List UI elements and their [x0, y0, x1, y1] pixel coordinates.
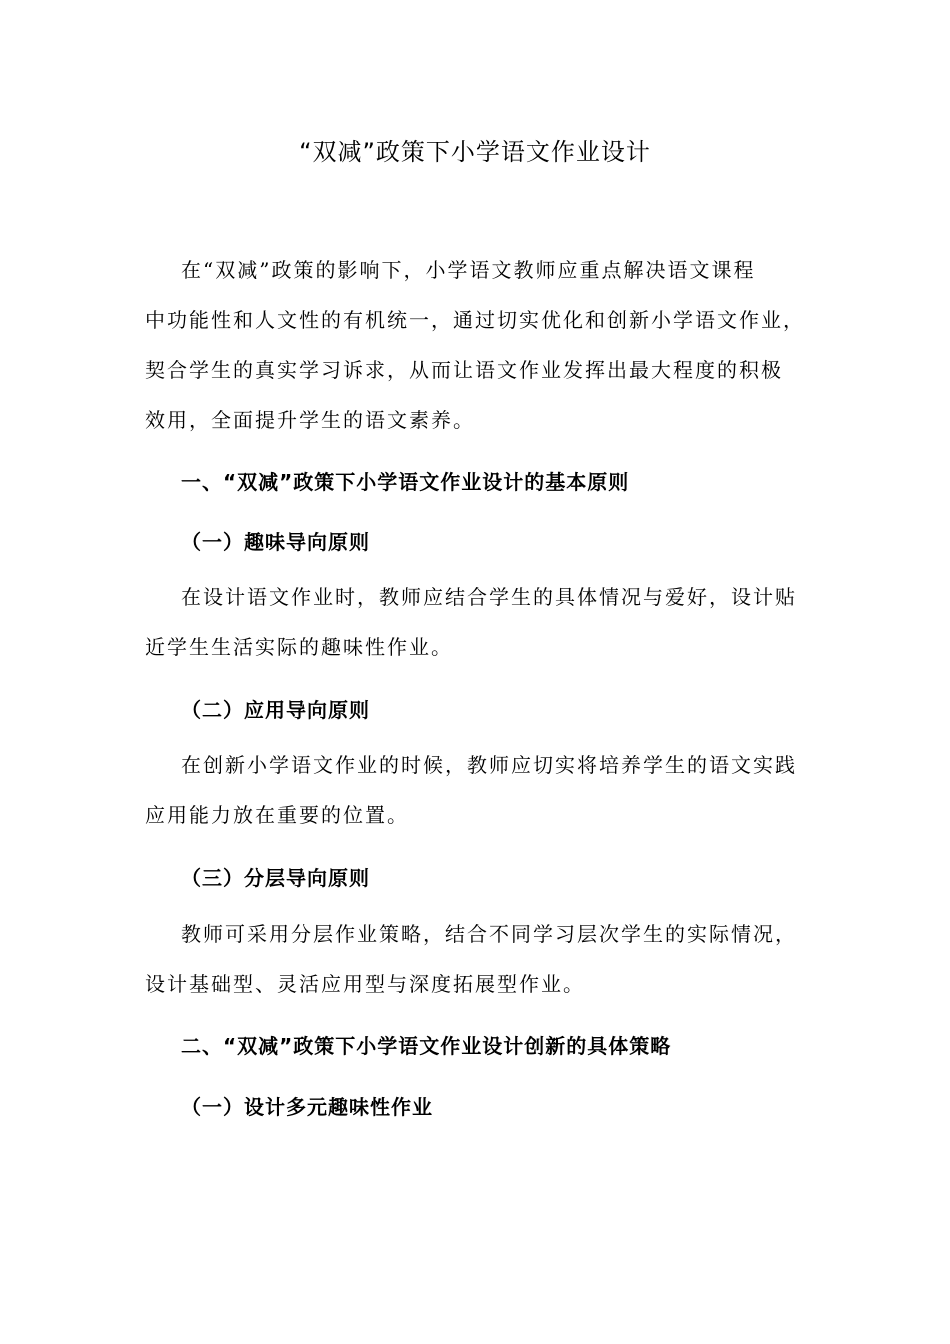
body-line: 应用能力放在重要的位置。 [145, 803, 409, 827]
document-title: “双减”政策下小学语文作业设计 [299, 138, 651, 166]
subsection-heading: （二）应用导向原则 [181, 698, 370, 722]
intro-paragraph [145, 245, 815, 445]
intro-line: 在“双减”政策的影响下，小学语文教师应重点解决语文课程 [181, 258, 756, 282]
intro-line: 中功能性和人文性的有机统一，通过切实优化和创新小学语文作业， [145, 308, 805, 332]
section-heading: 二、“双减”政策下小学语文作业设计创新的具体策略 [181, 1034, 672, 1058]
body-line: 教师可采用分层作业策略，结合不同学习层次学生的实际情况， [181, 922, 797, 946]
subsection-heading: （一）趣味导向原则 [181, 530, 370, 554]
body-paragraph [145, 909, 815, 1009]
body-line: 近学生生活实际的趣味性作业。 [145, 635, 453, 659]
body-line: 设计基础型、灵活应用型与深度拓展型作业。 [145, 972, 585, 996]
subsection-heading: （三）分层导向原则 [181, 866, 370, 890]
intro-line: 契合学生的真实学习诉求，从而让语文作业发挥出最大程度的积极 [145, 358, 783, 382]
body-paragraph [145, 572, 815, 672]
intro-line: 效用，全面提升学生的语文素养。 [145, 408, 475, 432]
subsection-heading: （一）设计多元趣味性作业 [181, 1095, 433, 1119]
section-heading: 一、“双减”政策下小学语文作业设计的基本原则 [181, 470, 630, 494]
body-paragraph [145, 740, 815, 840]
body-line: 在设计语文作业时，教师应结合学生的具体情况与爱好，设计贴 [181, 585, 797, 609]
body-line: 在创新小学语文作业的时候，教师应切实将培养学生的语文实践 [181, 753, 797, 777]
